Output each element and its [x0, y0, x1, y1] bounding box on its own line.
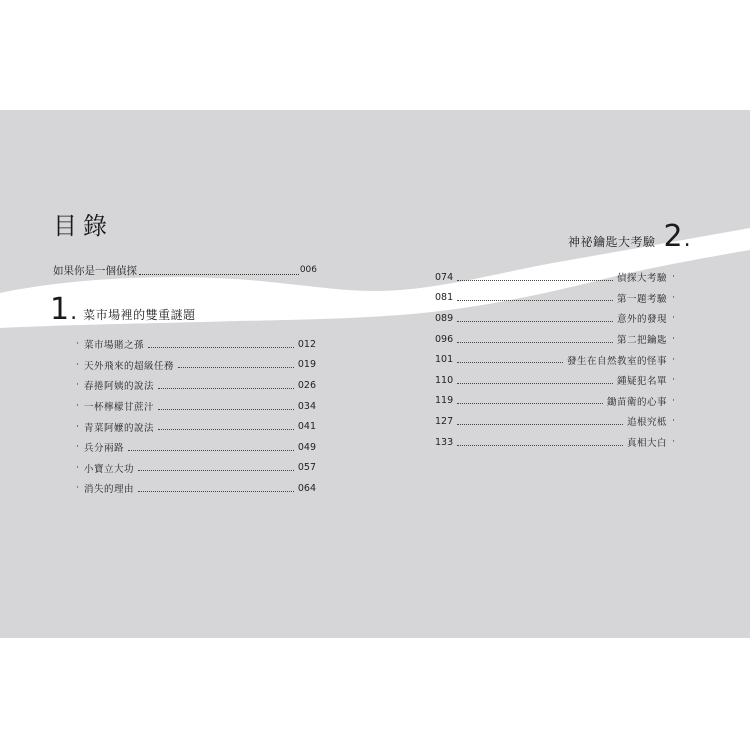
list-item[interactable] — [76, 437, 316, 458]
preface-page: 006 — [299, 265, 317, 275]
bullet: · — [672, 416, 675, 427]
item-label: 鍾疑犯名單 — [616, 376, 667, 388]
list-item[interactable] — [76, 375, 316, 396]
bullet: · — [672, 272, 675, 283]
item-page: 133 — [435, 436, 454, 448]
item-label: 發生在自然教室的怪事 — [566, 355, 667, 367]
item-label: 鋤苗衛的心事 — [606, 396, 667, 408]
item-page: 019 — [297, 359, 316, 371]
bullet: · — [76, 339, 79, 350]
item-page: 057 — [297, 462, 316, 474]
chapter-1-heading[interactable] — [50, 292, 196, 327]
item-label: 追根究柢 — [626, 417, 667, 429]
preface-entry[interactable] — [53, 263, 317, 277]
item-label: 兵分兩路 — [84, 443, 125, 455]
chapter-2-number: 2 — [663, 219, 683, 254]
list-item[interactable] — [76, 355, 316, 376]
item-page: 034 — [297, 400, 316, 412]
list-item[interactable] — [435, 329, 675, 350]
chapter-1-list — [76, 334, 316, 499]
chapter-2-list — [435, 267, 675, 452]
leader-dots — [158, 403, 294, 410]
item-label: 小寶立大功 — [84, 463, 135, 475]
list-item[interactable] — [435, 308, 675, 329]
leader-dots — [138, 485, 294, 492]
item-page: 012 — [297, 338, 316, 350]
item-label: 一杯檸檬甘蔗汁 — [84, 402, 155, 414]
leader-dots — [158, 382, 294, 389]
item-label: 天外飛來的超級任務 — [84, 360, 175, 372]
bullet: · — [76, 421, 79, 432]
item-page: 064 — [297, 482, 316, 494]
leader-dots — [457, 356, 563, 363]
list-item[interactable] — [435, 411, 675, 432]
page-title: 目錄 — [53, 212, 113, 240]
bullet: · — [76, 462, 79, 473]
bullet: · — [672, 395, 675, 406]
bullet: · — [672, 375, 675, 386]
item-label: 春捲阿姨的說法 — [84, 381, 155, 393]
item-label: 第一題考驗 — [616, 293, 667, 305]
bullet: · — [76, 380, 79, 391]
bullet: · — [76, 483, 79, 494]
item-label: 意外的發現 — [616, 314, 667, 326]
list-item[interactable] — [435, 349, 675, 370]
list-item[interactable] — [435, 370, 675, 391]
leader-dots — [457, 274, 613, 281]
leader-dots — [158, 423, 294, 430]
item-label: 消失的理由 — [84, 484, 135, 496]
list-item[interactable] — [76, 334, 316, 355]
preface-label: 如果你是一個偵探 — [53, 264, 137, 277]
chapter-2-dot: . — [683, 227, 691, 252]
list-item[interactable] — [76, 458, 316, 479]
leader-dots — [128, 444, 294, 451]
list-item[interactable] — [435, 391, 675, 412]
item-page: 127 — [435, 415, 454, 427]
item-page: 101 — [435, 354, 454, 366]
item-label: 偵探大考驗 — [616, 273, 667, 285]
bullet: · — [76, 401, 79, 412]
bullet: · — [672, 292, 675, 303]
item-label: 真相大白 — [626, 438, 667, 450]
item-page: 089 — [435, 312, 454, 324]
bullet: · — [672, 437, 675, 448]
leader-dots — [139, 266, 299, 275]
bullet: · — [672, 313, 675, 324]
item-page: 074 — [435, 271, 454, 283]
chapter-1-title: 菜市場裡的雙重謎題 — [83, 308, 196, 322]
bullet: · — [76, 359, 79, 370]
list-item[interactable] — [76, 478, 316, 499]
list-item[interactable] — [435, 288, 675, 309]
item-page: 119 — [435, 395, 454, 407]
item-page: 081 — [435, 292, 454, 304]
leader-dots — [148, 341, 294, 348]
leader-dots — [457, 336, 613, 343]
item-page: 096 — [435, 333, 454, 345]
leader-dots — [457, 418, 623, 425]
leader-dots — [457, 439, 623, 446]
item-label: 第二把鑰匙 — [616, 335, 667, 347]
list-item[interactable] — [76, 416, 316, 437]
chapter-1-dot: . — [70, 300, 78, 325]
leader-dots — [457, 377, 613, 384]
list-item[interactable] — [76, 396, 316, 417]
bullet: · — [672, 334, 675, 345]
item-page: 049 — [297, 441, 316, 453]
bullet: · — [76, 442, 79, 453]
item-page: 026 — [297, 379, 316, 391]
list-item[interactable] — [435, 267, 675, 288]
leader-dots — [138, 464, 294, 471]
leader-dots — [457, 397, 603, 404]
leader-dots — [178, 361, 294, 368]
chapter-1-number: 1 — [50, 292, 70, 327]
bullet: · — [672, 354, 675, 365]
chapter-2-title: 神祕鑰匙大考驗 — [568, 235, 656, 249]
book-spread — [0, 110, 750, 638]
leader-dots — [457, 315, 613, 322]
item-page: 041 — [297, 421, 316, 433]
list-item[interactable] — [435, 432, 675, 453]
item-label: 青菜阿嬤的說法 — [84, 422, 155, 434]
item-page: 110 — [435, 374, 454, 386]
leader-dots — [457, 294, 613, 301]
chapter-2-heading[interactable] — [568, 219, 691, 254]
item-label: 菜市場賭之孫 — [84, 340, 145, 352]
